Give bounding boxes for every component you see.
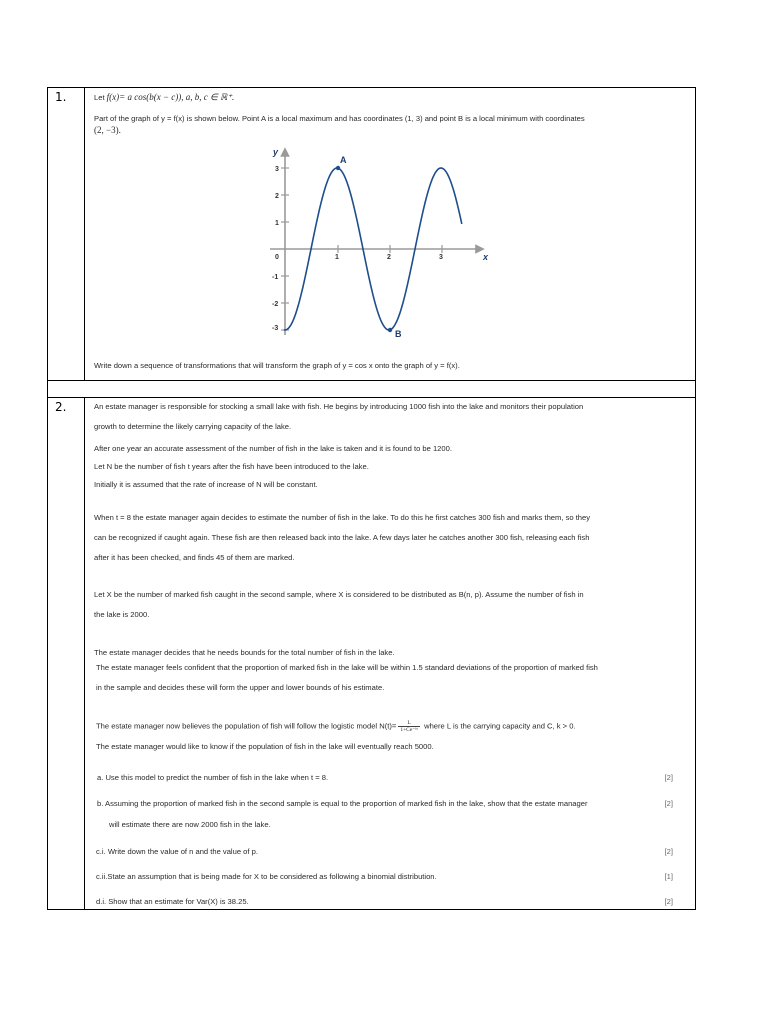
q2-model-fraction (398, 720, 420, 733)
q2-part-a-marks: [2] (664, 773, 673, 782)
q2-para1-line1: An estate manager is responsible for stocking a small lake with fish. He begins by introducing 1000 fish into the lake and monitors their population (94, 402, 584, 411)
y-tick-label-2: 2 (275, 193, 279, 200)
x-tick-label-0: 0 (275, 254, 279, 261)
point-a-label: A (340, 155, 347, 165)
q2-model-denominator: 1+Ce⁻ᵏᵗ (400, 727, 418, 733)
q2-column-divider (84, 397, 85, 909)
q1-intro-prefix: Let (94, 93, 107, 102)
q2-part-di-marks: [2] (664, 897, 673, 906)
q1-column-divider (84, 87, 85, 380)
q2-right-border (695, 397, 696, 909)
q1-top-border (47, 87, 696, 88)
q2-para5-line3: after it has been checked, and finds 45 of them are marked. (94, 553, 295, 562)
q1-left-border (47, 87, 48, 380)
point-b-label: B (395, 329, 402, 339)
x-tick-label-2: 2 (387, 254, 391, 261)
q1-cosine-graph (262, 147, 492, 342)
q2-para3: Let N be the number of fish t years after the fish have been introduced to the lake. (94, 462, 369, 471)
q2-part-di: d.i. Show that an estimate for Var(X) is 38.25. (96, 897, 249, 906)
q1-graph-description: Part of the graph of y = f(x) is shown below. Point A is a local maximum and has coordinates (1, 3) and point B is a local minimum with coordinates (94, 114, 585, 123)
q1-right-border (695, 87, 696, 380)
q2-part-a: a. Use this model to predict the number of fish in the lake when t = 8. (97, 773, 329, 782)
q2-para4: Initially it is assumed that the rate of increase of N will be constant. (94, 480, 318, 489)
q2-model-numerator: L (398, 720, 420, 727)
q2-model-prefix: The estate manager now believes the population of fish will follow the logistic model N(t)= (96, 721, 397, 731)
q2-para5-line1: When t = 8 the estate manager again decides to estimate the number of fish in the lake. To do this he first catches 300 fish and marks them, so they (94, 513, 591, 522)
separator-right-tick (695, 380, 696, 397)
q2-para8-line2: in the sample and decides these will form the upper and lower bounds of his estimate. (96, 683, 385, 692)
q2-left-border (47, 397, 48, 909)
y-axis-label: y (273, 147, 279, 157)
q2-top-border (47, 397, 696, 398)
y-tick-label-neg1: -1 (272, 274, 279, 281)
q2-part-b-marks: [2] (664, 799, 673, 808)
point-b-marker (388, 328, 392, 332)
y-tick-label-1: 1 (275, 220, 279, 227)
q1-number: 1. (55, 90, 67, 104)
separator-left-tick (47, 380, 48, 397)
y-tick-label-neg2: -2 (272, 301, 279, 308)
q2-para8-line1: The estate manager feels confident that the proportion of marked fish in the lake will be within 1.5 standard deviations of the proportion of marked fish (96, 663, 598, 672)
y-tick-label-3: 3 (275, 166, 279, 173)
q1-question: Write down a sequence of transformations that will transform the graph of y = cos x onto the graph of y = f(x). (94, 361, 460, 370)
q2-logistic-model (96, 720, 576, 733)
q2-number: 2. (55, 400, 67, 414)
q2-part-ci: c.i. Write down the value of n and the value of p. (96, 847, 258, 856)
q1-function-definition: f(x)= a cos(b(x − c)), a, b, c ∈ ℝ⁺. (106, 92, 235, 102)
x-axis-label: x (483, 252, 489, 262)
q2-para6-line1: Let X be the number of marked fish caught in the second sample, where X is considered to be distributed as B(n, p). Assume the number of fish in (94, 590, 584, 599)
q1-bottom-border (47, 380, 696, 381)
q1-intro (94, 92, 234, 103)
q2-para1-line2: growth to determine the likely carrying capacity of the lake. (94, 422, 292, 431)
q2-model-suffix: where L is the carrying capacity and C, k > 0. (421, 721, 576, 731)
point-a-marker (336, 166, 340, 170)
q2-para6-line2: the lake is 2000. (94, 610, 150, 619)
y-tick-label-neg3: -3 (272, 325, 279, 332)
q2-part-ci-marks: [2] (664, 847, 673, 856)
x-tick-label-1: 1 (335, 254, 339, 261)
q2-para10: The estate manager would like to know if the population of fish in the lake will eventually reach 5000. (96, 742, 434, 751)
q2-para2: After one year an accurate assessment of the number of fish in the lake is taken and it is found to be 1200. (94, 444, 452, 453)
q2-part-cii-marks: [1] (664, 872, 673, 881)
q2-part-b-line1: b. Assuming the proportion of marked fish in the second sample is equal to the proportion of marked fish in the lake, show that the estate manager (97, 799, 588, 808)
x-tick-label-3: 3 (439, 254, 443, 261)
q2-para5-line2: can be recognized if caught again. These fish are then released back into the lake. A few days later he catches another 300 fish, releasing each fish (94, 533, 590, 542)
q1-point-b-coordinates: (2, −3). (94, 125, 121, 135)
q2-para7: The estate manager decides that he needs bounds for the total number of fish in the lake. (94, 648, 395, 657)
q2-part-cii: c.ii.State an assumption that is being made for X to be considered as following a binomial distribution. (96, 872, 437, 881)
q2-bottom-border (47, 909, 696, 910)
q2-part-b-line2: will estimate there are now 2000 fish in the lake. (109, 820, 271, 829)
